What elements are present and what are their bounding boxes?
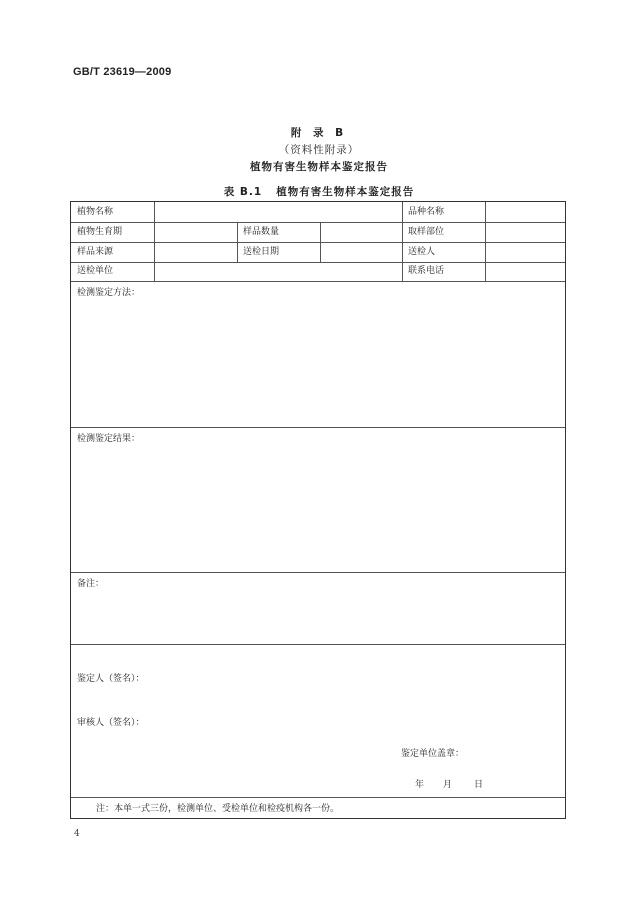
label-sampling-part: 取样部位 xyxy=(408,227,445,237)
label-detection-result: 检测鉴定结果： xyxy=(77,434,141,444)
form-note: 注：本单一式三份，检测单位、受检单位和检疫机构各一份。 xyxy=(96,804,340,814)
row-divider xyxy=(71,644,565,645)
row-divider xyxy=(71,572,565,573)
date-month-label: 月 xyxy=(443,780,453,790)
label-sample-quantity: 样品数量 xyxy=(243,227,280,237)
label-detection-method: 检测鉴定方法： xyxy=(77,288,141,298)
page-number: 4 xyxy=(74,829,80,839)
table-number: 表 B.1 xyxy=(223,186,263,198)
label-contact-phone: 联系电话 xyxy=(408,266,445,276)
label-sample-source: 样品来源 xyxy=(77,247,114,257)
label-remarks: 备注： xyxy=(77,579,105,589)
row-divider xyxy=(71,427,565,428)
label-variety-name: 品种名称 xyxy=(408,207,445,217)
column-divider xyxy=(237,222,238,262)
row-divider xyxy=(71,262,565,263)
annex-type: （资料性附录） xyxy=(278,144,360,156)
table-title: 植物有害生物样本鉴定报告 xyxy=(276,186,415,198)
row-divider xyxy=(71,281,565,282)
date-day-label: 日 xyxy=(474,780,484,790)
label-identifier-signature: 鉴定人（签名）： xyxy=(77,674,145,684)
label-submission-date: 送检日期 xyxy=(243,247,280,257)
label-unit-seal: 鉴定单位盖章： xyxy=(401,749,465,759)
table-caption xyxy=(0,184,638,199)
label-growth-stage: 植物生育期 xyxy=(77,227,123,237)
label-submitter: 送检人 xyxy=(408,247,436,257)
label-reviewer-signature: 审核人（签名）： xyxy=(77,718,145,728)
standard-code: GB/T 23619—2009 xyxy=(73,66,172,78)
annex-name: 植物有害生物样本鉴定报告 xyxy=(250,161,388,173)
annex-title: 附 录 B xyxy=(290,127,348,139)
row-divider xyxy=(71,797,565,798)
row-divider xyxy=(71,242,565,243)
date-year-label: 年 xyxy=(415,780,425,790)
row-divider xyxy=(71,222,565,223)
column-divider xyxy=(485,202,486,281)
column-divider xyxy=(320,222,321,262)
label-submitting-unit: 送检单位 xyxy=(77,266,114,276)
identification-report-form xyxy=(70,201,566,819)
label-plant-name: 植物名称 xyxy=(77,207,114,217)
column-divider xyxy=(402,202,403,281)
column-divider xyxy=(154,202,155,281)
